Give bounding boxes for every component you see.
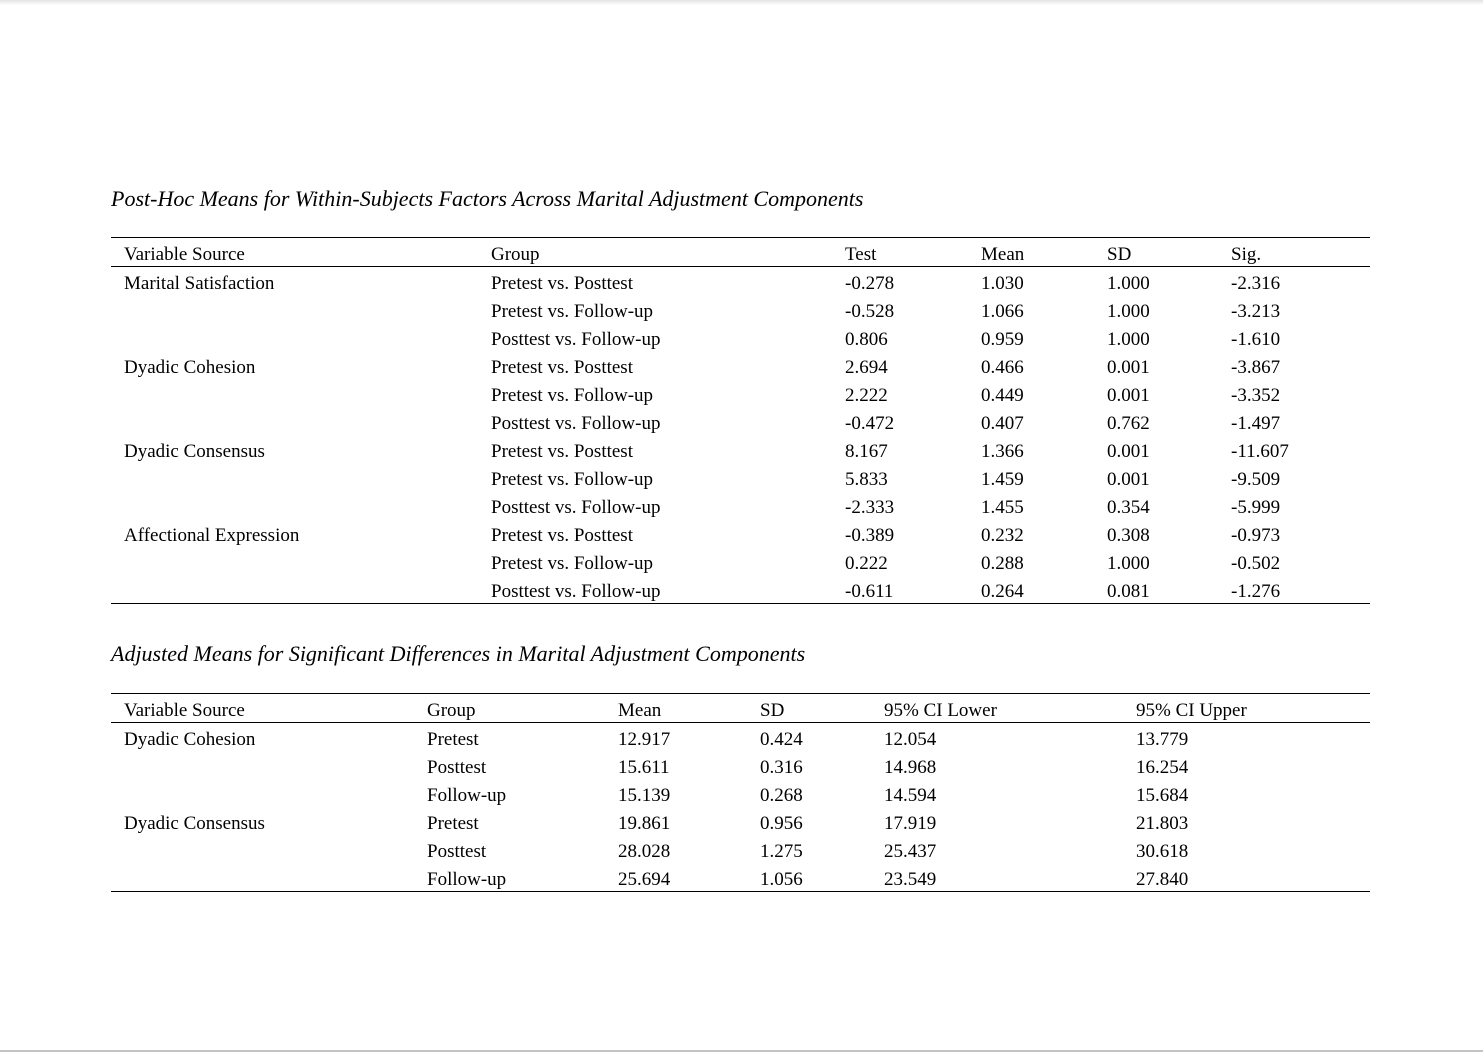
table-row bbox=[111, 863, 1370, 891]
cell-sd: 0.001 bbox=[1107, 441, 1150, 462]
cell-group: Posttest vs. Follow-up bbox=[491, 497, 661, 518]
cell-group: Follow-up bbox=[427, 869, 507, 890]
cell-ci-upper: 21.803 bbox=[1136, 813, 1189, 834]
cell-sig: -0.973 bbox=[1231, 525, 1281, 546]
cell-ci-upper: 30.618 bbox=[1136, 841, 1189, 862]
table1-caption: Post-Hoc Means for Within-Subjects Factors Across Marital Adjustment Components bbox=[111, 186, 864, 211]
cell-ci-lower: 12.054 bbox=[884, 729, 937, 750]
table-row bbox=[111, 407, 1370, 435]
table-row bbox=[111, 491, 1370, 519]
cell-test: 8.167 bbox=[845, 441, 888, 462]
header-variable-source: Variable Source bbox=[124, 244, 245, 265]
table-row bbox=[111, 547, 1370, 575]
cell-ci-upper: 13.779 bbox=[1136, 729, 1189, 750]
table-row bbox=[111, 835, 1370, 863]
cell-sig: -9.509 bbox=[1231, 469, 1281, 490]
header-test: Test bbox=[845, 244, 877, 265]
cell-mean: 1.459 bbox=[981, 469, 1024, 490]
cell-variable-source: Dyadic Consensus bbox=[124, 813, 265, 834]
cell-test: 2.694 bbox=[845, 357, 888, 378]
table-row bbox=[111, 575, 1370, 603]
cell-sig: -0.502 bbox=[1231, 553, 1281, 574]
cell-test: -0.389 bbox=[845, 525, 895, 546]
cell-group: Pretest vs. Posttest bbox=[491, 273, 633, 294]
cell-mean: 1.366 bbox=[981, 441, 1024, 462]
header-sig: Sig. bbox=[1231, 244, 1262, 265]
cell-test: 5.833 bbox=[845, 469, 888, 490]
cell-mean: 25.694 bbox=[618, 869, 671, 890]
cell-mean: 0.449 bbox=[981, 385, 1024, 406]
cell-sd: 1.000 bbox=[1107, 553, 1150, 574]
cell-group: Pretest bbox=[427, 813, 479, 834]
cell-mean: 1.066 bbox=[981, 301, 1024, 322]
cell-sig: -11.607 bbox=[1231, 441, 1289, 462]
cell-mean: 0.288 bbox=[981, 553, 1024, 574]
cell-test: -0.528 bbox=[845, 301, 895, 322]
cell-mean: 0.407 bbox=[981, 413, 1024, 434]
table-row bbox=[111, 351, 1370, 379]
cell-sig: -2.316 bbox=[1231, 273, 1281, 294]
cell-group: Posttest vs. Follow-up bbox=[491, 581, 661, 602]
cell-ci-upper: 15.684 bbox=[1136, 785, 1189, 806]
cell-mean: 15.611 bbox=[618, 757, 670, 778]
cell-ci-lower: 17.919 bbox=[884, 813, 937, 834]
table1-body bbox=[111, 267, 1370, 603]
cell-sd: 0.308 bbox=[1107, 525, 1150, 546]
cell-group: Pretest vs. Posttest bbox=[491, 441, 633, 462]
cell-sd: 0.354 bbox=[1107, 497, 1150, 518]
header-sd: SD bbox=[760, 700, 785, 721]
cell-sd: 0.268 bbox=[760, 785, 803, 806]
cell-sig: -3.213 bbox=[1231, 301, 1281, 322]
cell-test: 0.222 bbox=[845, 553, 888, 574]
cell-sig: -1.497 bbox=[1231, 413, 1281, 434]
cell-test: -2.333 bbox=[845, 497, 895, 518]
cell-test: 2.222 bbox=[845, 385, 888, 406]
table-row bbox=[111, 323, 1370, 351]
cell-sig: -1.276 bbox=[1231, 581, 1281, 602]
header-ci-lower: 95% CI Lower bbox=[884, 700, 997, 721]
cell-mean: 15.139 bbox=[618, 785, 671, 806]
cell-variable-source: Dyadic Cohesion bbox=[124, 357, 256, 378]
cell-sd: 0.316 bbox=[760, 757, 803, 778]
cell-sd: 0.762 bbox=[1107, 413, 1150, 434]
cell-sd: 0.001 bbox=[1107, 385, 1150, 406]
table-row bbox=[111, 463, 1370, 491]
cell-mean: 0.959 bbox=[981, 329, 1024, 350]
table-row bbox=[111, 295, 1370, 323]
cell-sd: 1.000 bbox=[1107, 273, 1150, 294]
cell-group: Pretest vs. Follow-up bbox=[491, 301, 654, 322]
cell-sd: 0.001 bbox=[1107, 357, 1150, 378]
cell-group: Pretest vs. Follow-up bbox=[491, 553, 654, 574]
adjusted-means-table bbox=[111, 693, 1370, 892]
table-row bbox=[111, 807, 1370, 835]
posthoc-table bbox=[111, 237, 1370, 604]
cell-group: Pretest vs. Follow-up bbox=[491, 385, 654, 406]
cell-variable-source: Marital Satisfaction bbox=[124, 273, 275, 294]
cell-group: Pretest vs. Follow-up bbox=[491, 469, 654, 490]
header-mean: Mean bbox=[618, 700, 662, 721]
table2-body bbox=[111, 723, 1370, 891]
cell-test: -0.611 bbox=[845, 581, 894, 602]
cell-sig: -3.867 bbox=[1231, 357, 1281, 378]
cell-group: Posttest vs. Follow-up bbox=[491, 329, 661, 350]
cell-sd: 1.000 bbox=[1107, 329, 1150, 350]
table1-bottom-rule bbox=[111, 603, 1370, 604]
cell-sd: 0.424 bbox=[760, 729, 803, 750]
cell-group: Posttest bbox=[427, 757, 487, 778]
table-row bbox=[111, 519, 1370, 547]
cell-sd: 0.956 bbox=[760, 813, 803, 834]
cell-sd: 1.275 bbox=[760, 841, 803, 862]
cell-ci-lower: 23.549 bbox=[884, 869, 937, 890]
cell-sig: -5.999 bbox=[1231, 497, 1281, 518]
cell-ci-upper: 16.254 bbox=[1136, 757, 1189, 778]
cell-test: -0.278 bbox=[845, 273, 895, 294]
table2-bottom-rule bbox=[111, 891, 1370, 892]
cell-mean: 19.861 bbox=[618, 813, 671, 834]
table2-header-row bbox=[111, 694, 1370, 723]
cell-mean: 28.028 bbox=[618, 841, 671, 862]
window-top-edge bbox=[0, 0, 1483, 5]
cell-variable-source: Dyadic Cohesion bbox=[124, 729, 256, 750]
table-row bbox=[111, 751, 1370, 779]
header-variable-source: Variable Source bbox=[124, 700, 245, 721]
table-row bbox=[111, 435, 1370, 463]
cell-sig: -3.352 bbox=[1231, 385, 1281, 406]
cell-mean: 0.232 bbox=[981, 525, 1024, 546]
header-sd: SD bbox=[1107, 244, 1132, 265]
cell-test: -0.472 bbox=[845, 413, 895, 434]
cell-test: 0.806 bbox=[845, 329, 888, 350]
cell-ci-lower: 25.437 bbox=[884, 841, 937, 862]
cell-mean: 1.455 bbox=[981, 497, 1024, 518]
header-mean: Mean bbox=[981, 244, 1025, 265]
cell-sd: 0.001 bbox=[1107, 469, 1150, 490]
table-row bbox=[111, 723, 1370, 751]
cell-ci-lower: 14.968 bbox=[884, 757, 937, 778]
cell-group: Pretest bbox=[427, 729, 479, 750]
cell-mean: 0.466 bbox=[981, 357, 1024, 378]
header-group: Group bbox=[491, 244, 540, 265]
cell-mean: 0.264 bbox=[981, 581, 1024, 602]
table-row bbox=[111, 779, 1370, 807]
cell-variable-source: Affectional Expression bbox=[124, 525, 300, 546]
cell-group: Posttest vs. Follow-up bbox=[491, 413, 661, 434]
cell-mean: 12.917 bbox=[618, 729, 671, 750]
cell-sd: 1.056 bbox=[760, 869, 803, 890]
cell-group: Posttest bbox=[427, 841, 487, 862]
cell-group: Follow-up bbox=[427, 785, 507, 806]
cell-variable-source: Dyadic Consensus bbox=[124, 441, 265, 462]
table2-caption: Adjusted Means for Significant Differences in Marital Adjustment Components bbox=[111, 641, 806, 666]
cell-ci-lower: 14.594 bbox=[884, 785, 937, 806]
table-row bbox=[111, 379, 1370, 407]
header-group: Group bbox=[427, 700, 476, 721]
cell-mean: 1.030 bbox=[981, 273, 1024, 294]
table-row bbox=[111, 267, 1370, 295]
cell-group: Pretest vs. Posttest bbox=[491, 357, 633, 378]
table1-header-row bbox=[111, 238, 1370, 267]
cell-sd: 1.000 bbox=[1107, 301, 1150, 322]
cell-sig: -1.610 bbox=[1231, 329, 1281, 350]
header-ci-upper: 95% CI Upper bbox=[1136, 700, 1247, 721]
cell-group: Pretest vs. Posttest bbox=[491, 525, 633, 546]
cell-sd: 0.081 bbox=[1107, 581, 1150, 602]
cell-ci-upper: 27.840 bbox=[1136, 869, 1189, 890]
